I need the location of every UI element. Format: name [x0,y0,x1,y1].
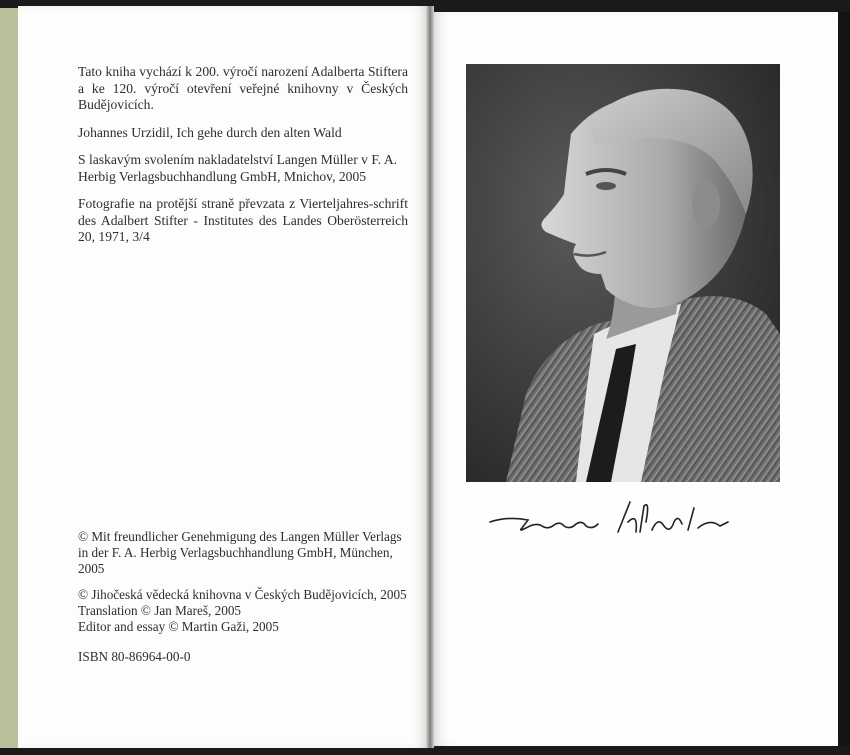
book-edge [0,8,18,748]
colophon-publisher-permission: S laskavým svolením nakladatelství Langen Müller v F. A. Herbig Verlagsbuchhandlung GmbH, Mnichov, 2005 [78,152,398,184]
book-gutter [426,6,434,748]
book-edge-right [838,12,850,746]
left-page [18,6,428,748]
colophon-anniversary: Tato kniha vychází k 200. výročí narození Adalberta Stiftera a ke 120. výročí otevření veřejné knihovny v Českých Budějovicích. [78,64,408,112]
colophon-bottom [78,529,408,675]
author-portrait-photo [466,64,780,482]
copyright-permission: © Mit freundlicher Genehmigung des Langen Müller Verlags in der F. A. Herbig Verlagsbuchhandlung GmbH, München, 2005 [78,529,402,576]
colophon-original-title: Johannes Urzidil, Ich gehe durch den alten Wald [78,124,342,140]
copyright-editor: Editor and essay © Martin Gaži, 2005 [78,619,279,634]
colophon-top [78,64,408,257]
copyright-translation: Translation © Jan Mareš, 2005 [78,603,242,618]
isbn: ISBN 80-86964-00-0 [78,649,191,664]
copyright-library: © Jihočeská vědecká knihovna v Českých Budějovicích, 2005 [78,587,407,602]
colophon-photo-credit: Fotografie na protější straně převzata z Vierteljahres-schrift des Adalbert Stifter - Institutes des Landes Oberösterreich 20, 1971, 3/4 [78,196,408,244]
right-page [434,12,838,746]
author-signature [488,492,748,542]
